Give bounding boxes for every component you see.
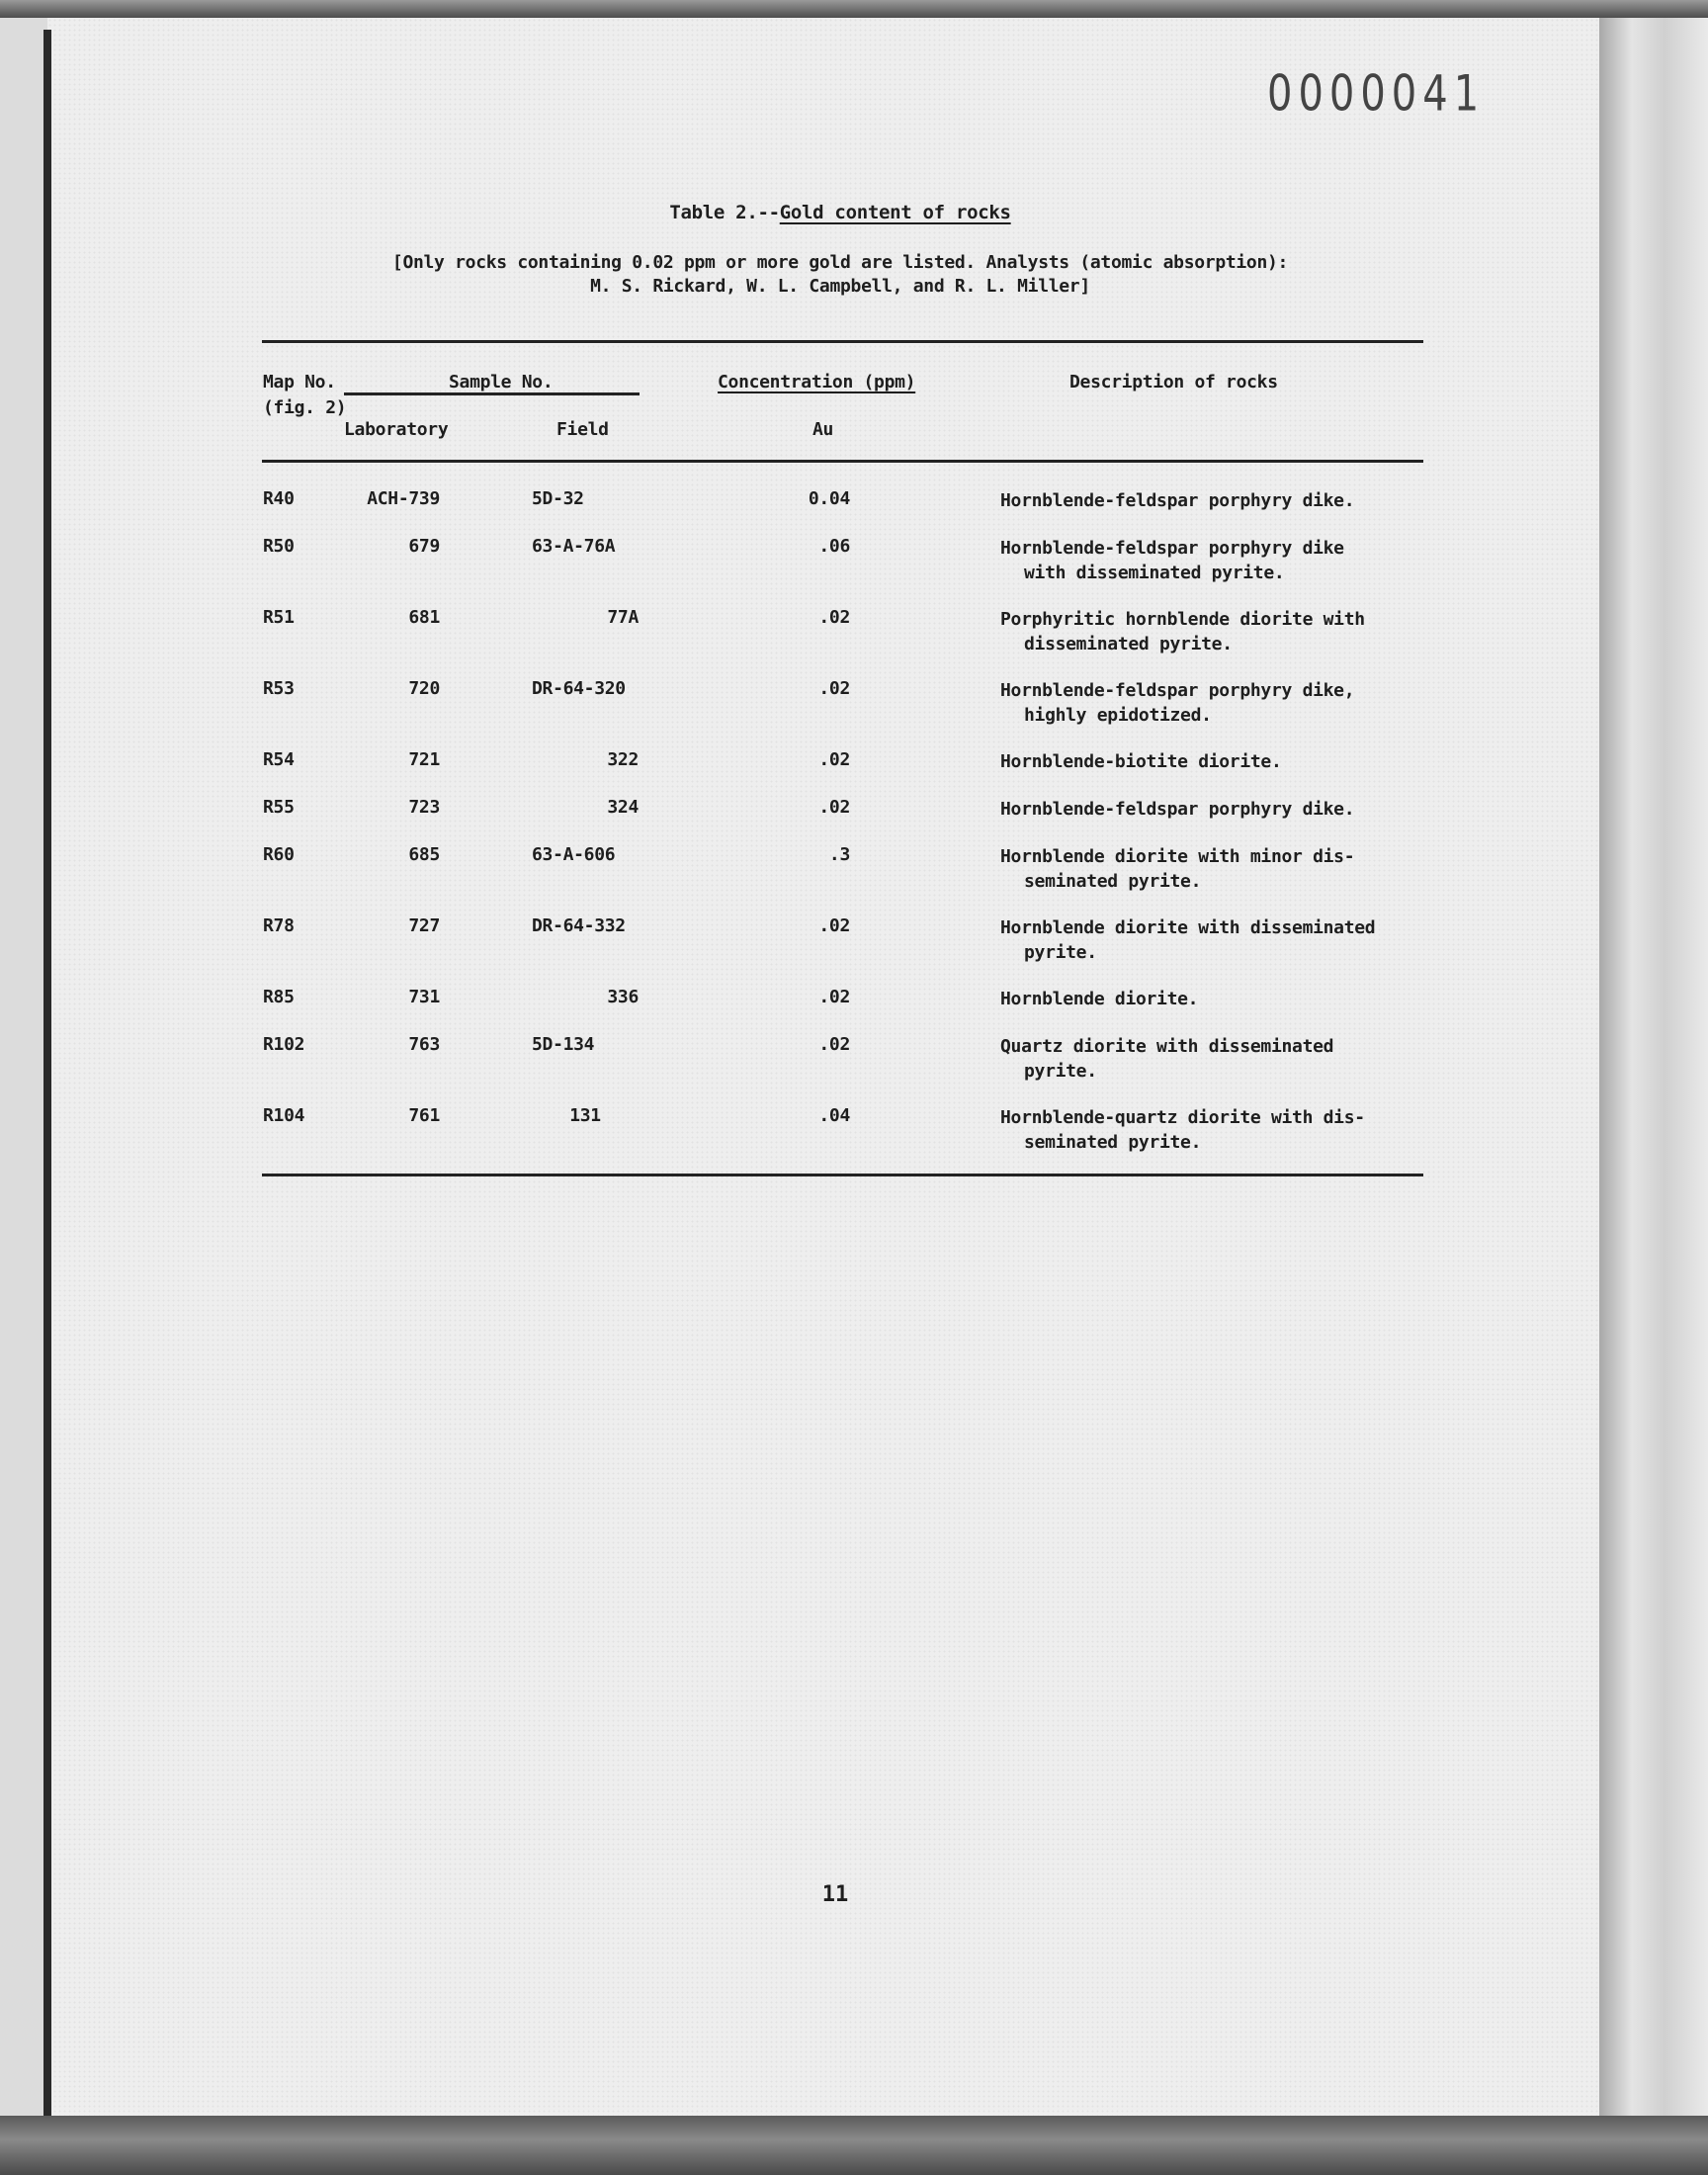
header-field: Field	[556, 419, 609, 440]
cell-field: DR-64-320	[532, 678, 626, 699]
cell-field: 63-A-606	[532, 844, 616, 865]
cell-field: 336	[607, 987, 639, 1007]
cell-au-ppm: .02	[818, 1034, 850, 1055]
table-title	[0, 202, 1680, 223]
cell-field: 63-A-76A	[532, 536, 616, 557]
cell-description	[1000, 915, 1435, 965]
description-line-1: Hornblende diorite.	[1000, 989, 1199, 1009]
cell-description	[1000, 678, 1435, 728]
cell-map-no: R54	[263, 749, 295, 770]
header-map-no: Map No.	[263, 372, 336, 392]
page-binding-edge	[43, 30, 51, 2126]
cell-au-ppm: .02	[818, 749, 850, 770]
cell-description	[1000, 1105, 1435, 1155]
table-note-line-1: [Only rocks containing 0.02 ppm or more gold are listed. Analysts (atomic absorption):	[391, 252, 1289, 273]
cell-field: 322	[607, 749, 639, 770]
description-line-2: disseminated pyrite.	[1024, 634, 1233, 654]
cell-laboratory: 685	[408, 844, 440, 865]
cell-field: 324	[607, 797, 639, 818]
cell-field: DR-64-332	[532, 915, 626, 936]
cell-au-ppm: 0.04	[808, 488, 850, 509]
cell-description	[1000, 844, 1435, 894]
cell-laboratory: 723	[408, 797, 440, 818]
cell-map-no: R51	[263, 607, 295, 628]
cell-au-ppm: .04	[818, 1105, 850, 1126]
header-concentration: Concentration (ppm)	[718, 372, 916, 392]
header-au: Au	[812, 419, 834, 440]
table-bottom-rule	[262, 1174, 1423, 1176]
cell-description	[1000, 797, 1435, 822]
cell-description	[1000, 607, 1435, 656]
header-description: Description of rocks	[1069, 372, 1278, 392]
cell-laboratory: 720	[408, 678, 440, 699]
cell-laboratory: 763	[408, 1034, 440, 1055]
cell-laboratory: 679	[408, 536, 440, 557]
header-map-fig: (fig. 2)	[263, 397, 347, 418]
description-line-2: seminated pyrite.	[1024, 871, 1202, 892]
description-line-2: pyrite.	[1024, 942, 1097, 963]
cell-au-ppm: .02	[818, 797, 850, 818]
document-id-stamp: 0000041	[1267, 65, 1486, 123]
description-line-1: Porphyritic hornblende diorite with	[1000, 609, 1365, 630]
description-line-2: seminated pyrite.	[1024, 1132, 1202, 1153]
cell-field: 5D-32	[532, 488, 584, 509]
cell-map-no: R40	[263, 488, 295, 509]
cell-map-no: R53	[263, 678, 295, 699]
cell-laboratory: 731	[408, 987, 440, 1007]
table-header-rule	[262, 460, 1423, 463]
description-line-1: Quartz diorite with disseminated	[1000, 1036, 1334, 1057]
cell-map-no: R78	[263, 915, 295, 936]
description-line-2: with disseminated pyrite.	[1024, 563, 1285, 583]
cell-description	[1000, 488, 1435, 513]
page-number: 11	[821, 1882, 849, 1907]
description-line-1: Hornblende-feldspar porphyry dike.	[1000, 799, 1355, 820]
header-sample-underline	[344, 392, 640, 395]
cell-au-ppm: .06	[818, 536, 850, 557]
table-title-text: Gold content of rocks	[779, 202, 1011, 223]
scan-bottom-edge	[0, 2116, 1708, 2175]
header-laboratory: Laboratory	[344, 419, 449, 440]
cell-laboratory: 681	[408, 607, 440, 628]
description-line-1: Hornblende-biotite diorite.	[1000, 751, 1282, 772]
cell-map-no: R102	[263, 1034, 305, 1055]
description-line-1: Hornblende diorite with minor dis-	[1000, 846, 1355, 867]
cell-description	[1000, 536, 1435, 585]
cell-au-ppm: .02	[818, 915, 850, 936]
table-note-line-2: M. S. Rickard, W. L. Campbell, and R. L. Miller]	[590, 276, 1090, 297]
header-sample-no: Sample No.	[449, 372, 554, 392]
cell-map-no: R50	[263, 536, 295, 557]
scan-top-edge	[0, 0, 1708, 18]
scan-right-edge	[1599, 18, 1708, 2175]
cell-description	[1000, 987, 1435, 1011]
cell-laboratory: 721	[408, 749, 440, 770]
cell-laboratory: ACH-739	[367, 488, 440, 509]
cell-field: 5D-134	[532, 1034, 595, 1055]
description-line-1: Hornblende-quartz diorite with dis-	[1000, 1107, 1365, 1128]
cell-au-ppm: .02	[818, 678, 850, 699]
description-line-1: Hornblende-feldspar porphyry dike.	[1000, 490, 1355, 511]
description-line-2: pyrite.	[1024, 1061, 1097, 1082]
cell-field: 77A	[607, 607, 639, 628]
cell-laboratory: 761	[408, 1105, 440, 1126]
cell-map-no: R85	[263, 987, 295, 1007]
cell-map-no: R60	[263, 844, 295, 865]
cell-au-ppm: .3	[828, 844, 850, 865]
cell-au-ppm: .02	[818, 987, 850, 1007]
cell-map-no: R55	[263, 797, 295, 818]
table-top-rule	[262, 340, 1423, 343]
cell-laboratory: 727	[408, 915, 440, 936]
cell-field: 131	[569, 1105, 601, 1126]
cell-map-no: R104	[263, 1105, 305, 1126]
description-line-1: Hornblende-feldspar porphyry dike	[1000, 538, 1344, 559]
table-note	[0, 251, 1680, 299]
cell-au-ppm: .02	[818, 607, 850, 628]
description-line-1: Hornblende diorite with disseminated	[1000, 917, 1376, 938]
description-line-1: Hornblende-feldspar porphyry dike,	[1000, 680, 1355, 701]
description-line-2: highly epidotized.	[1024, 705, 1212, 726]
table-title-prefix: Table 2.--	[669, 202, 780, 223]
cell-description	[1000, 749, 1435, 774]
cell-description	[1000, 1034, 1435, 1084]
